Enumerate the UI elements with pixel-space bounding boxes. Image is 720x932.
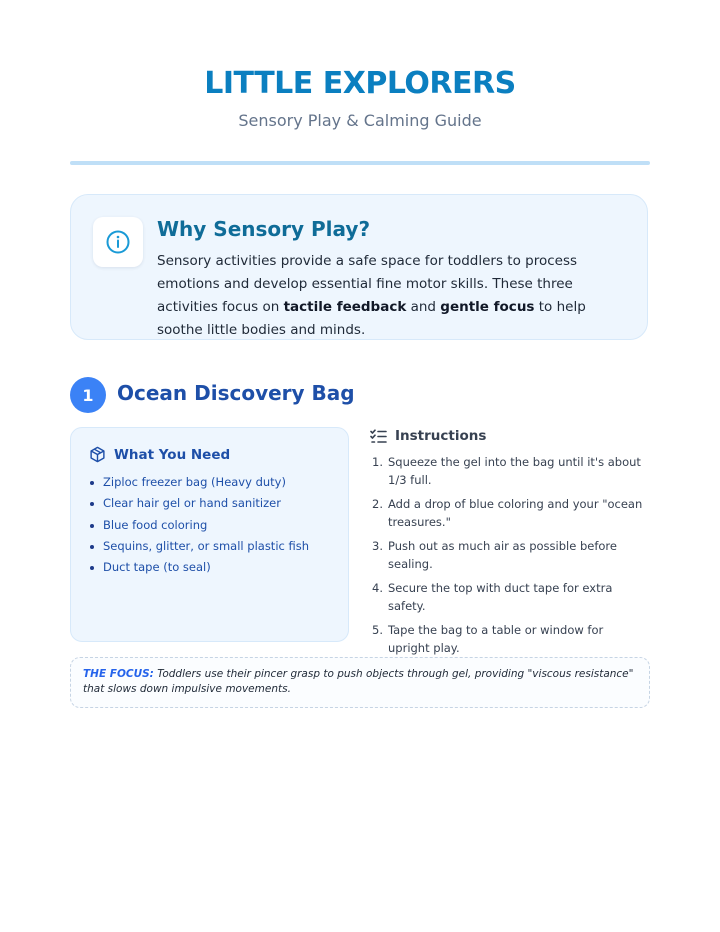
- supply-item: Sequins, glitter, or small plastic fish: [89, 536, 309, 557]
- intro-bold-tactile: tactile feedback: [283, 299, 407, 315]
- intro-text: [157, 250, 635, 342]
- what-you-need-card: [70, 427, 349, 642]
- intro-card: [70, 194, 648, 340]
- instruction-steps: [372, 454, 647, 664]
- instructions-header: [370, 428, 486, 444]
- activity-number-badge: 1: [70, 377, 106, 413]
- focus-label: THE FOCUS:: [83, 668, 154, 680]
- supply-item: Duct tape (to seal): [89, 557, 309, 578]
- focus-note: [70, 657, 650, 708]
- instructions-title: Instructions: [395, 428, 487, 444]
- supply-item: Clear hair gel or hand sanitizer: [89, 493, 309, 514]
- step-number: 1.: [372, 455, 383, 469]
- step-number: 2.: [372, 497, 383, 511]
- step-text: Push out as much air as possible before sealing.: [388, 539, 617, 571]
- intro-text-part: Sensory activities provide a safe space for toddlers to process emotions and develop essential fine motor skills. These three activities focus on: [157, 253, 578, 315]
- header-divider: [70, 161, 650, 165]
- focus-text: Toddlers use their pincer grasp to push objects through gel, providing "viscous resistance" that slows down impulsive movements.: [83, 668, 634, 695]
- intro-bold-focus: gentle focus: [440, 299, 535, 315]
- page-title: LITTLE EXPLORERS: [204, 66, 516, 101]
- intro-title: Why Sensory Play?: [157, 217, 371, 241]
- box-icon: [89, 446, 106, 463]
- step-number: 4.: [372, 581, 383, 595]
- what-you-need-header: [89, 446, 230, 463]
- supply-item: Blue food coloring: [89, 515, 309, 536]
- info-icon: [105, 229, 131, 255]
- step-number: 3.: [372, 539, 383, 553]
- supply-item: Ziploc freezer bag (Heavy duty): [89, 472, 309, 493]
- intro-text-part: to help soothe little bodies and minds.: [157, 299, 586, 338]
- step-text: Squeeze the gel into the bag until it's about 1/3 full.: [388, 455, 641, 487]
- activity-title: Ocean Discovery Bag: [117, 381, 355, 405]
- supply-list: [89, 472, 309, 578]
- instruction-step: [372, 454, 647, 489]
- instruction-step: [372, 580, 647, 615]
- what-you-need-title: What You Need: [114, 446, 231, 463]
- instruction-step: [372, 538, 647, 573]
- page-subtitle: Sensory Play & Calming Guide: [238, 111, 482, 130]
- instruction-step: [372, 622, 647, 657]
- step-text: Add a drop of blue coloring and your "ocean treasures.": [388, 497, 643, 529]
- intro-text-part: and: [406, 299, 441, 315]
- instruction-step: [372, 496, 647, 531]
- info-icon-box: [93, 217, 143, 267]
- step-number: 5.: [372, 623, 383, 637]
- step-text: Secure the top with duct tape for extra safety.: [388, 581, 613, 613]
- step-text: Tape the bag to a table or window for upright play.: [388, 623, 604, 655]
- checklist-icon: [370, 429, 387, 444]
